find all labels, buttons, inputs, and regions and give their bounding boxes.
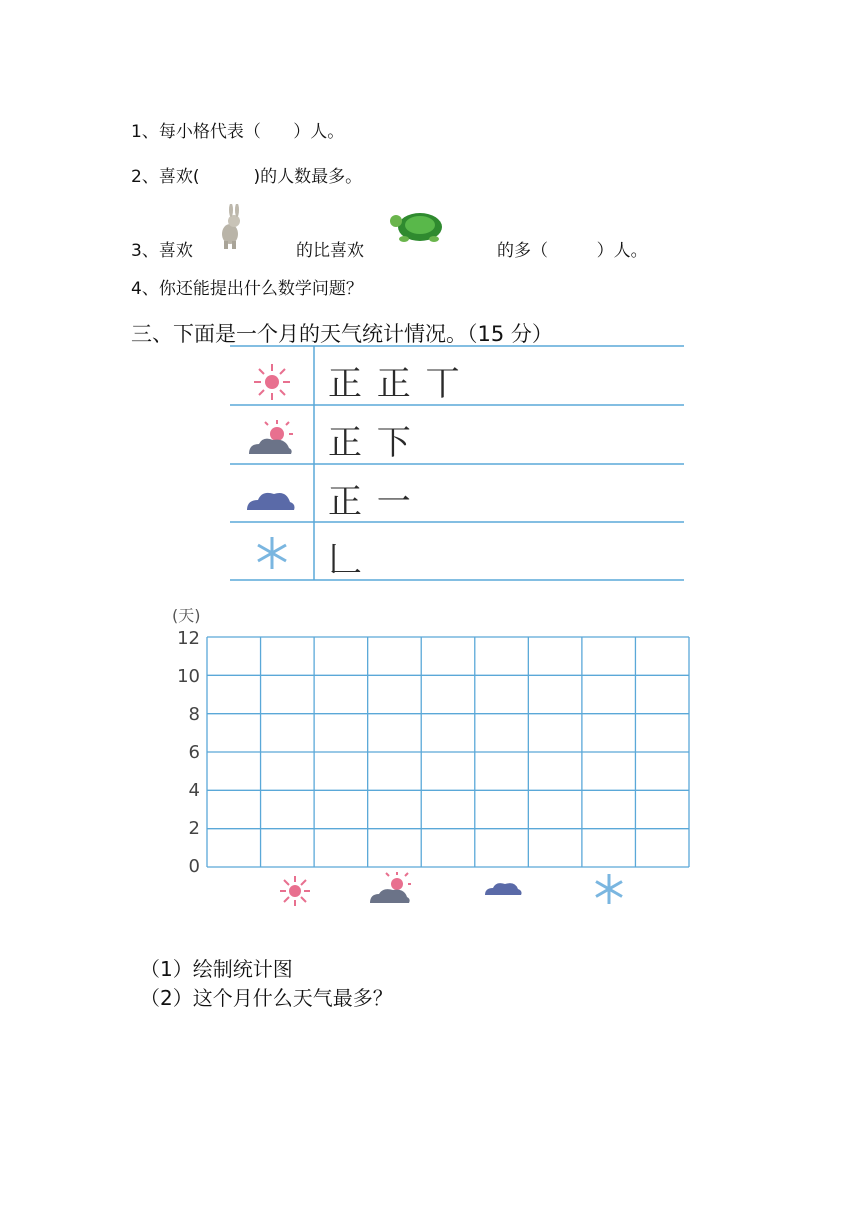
chart-unit-label: (天) <box>172 606 201 625</box>
sun-icon <box>250 360 294 404</box>
question-3-part-b: 的比喜欢 <box>296 241 364 261</box>
x-axis-snowflake-icon <box>590 870 628 908</box>
y-tick-label: 4 <box>188 780 200 801</box>
turtle-icon <box>388 205 450 245</box>
question-2: 2、喜欢( )的人数最多。 <box>131 167 363 187</box>
rabbit-icon <box>212 204 248 250</box>
section-3-title: 三、下面是一个月的天气统计情况。（15 分） <box>131 322 553 346</box>
x-axis-cloud-icon <box>483 876 525 898</box>
question-3-part-c: 的多（ ）人。 <box>497 241 648 261</box>
chart-grid[interactable] <box>205 635 691 869</box>
partly-cloudy-icon <box>245 418 297 458</box>
question-1: 1、每小格代表（ ）人。 <box>131 122 345 142</box>
tally-snowy: 𠃊 <box>328 540 364 580</box>
tally-cloudy: 正 一 <box>328 482 413 522</box>
y-tick-label: 10 <box>177 666 200 687</box>
y-tick-label: 6 <box>188 742 200 763</box>
tally-partly-cloudy: 正 下 <box>328 423 413 463</box>
task-2: （2）这个月什么天气最多？ <box>140 986 393 1010</box>
y-tick-label: 12 <box>177 628 200 649</box>
y-tick-label: 8 <box>188 704 200 725</box>
cloud-icon <box>244 484 298 514</box>
y-tick-label: 2 <box>188 818 200 839</box>
y-tick-label: 0 <box>188 856 200 877</box>
x-axis-sun-icon <box>276 872 314 910</box>
tally-sunny: 正 正 丅 <box>328 364 462 404</box>
question-3-part-a: 3、喜欢 <box>131 241 193 261</box>
snowflake-icon <box>252 533 292 573</box>
task-1: （1）绘制统计图 <box>140 957 293 981</box>
question-4: 4、你还能提出什么数学问题？ <box>131 279 363 299</box>
x-axis-partly-cloudy-icon <box>367 870 415 906</box>
